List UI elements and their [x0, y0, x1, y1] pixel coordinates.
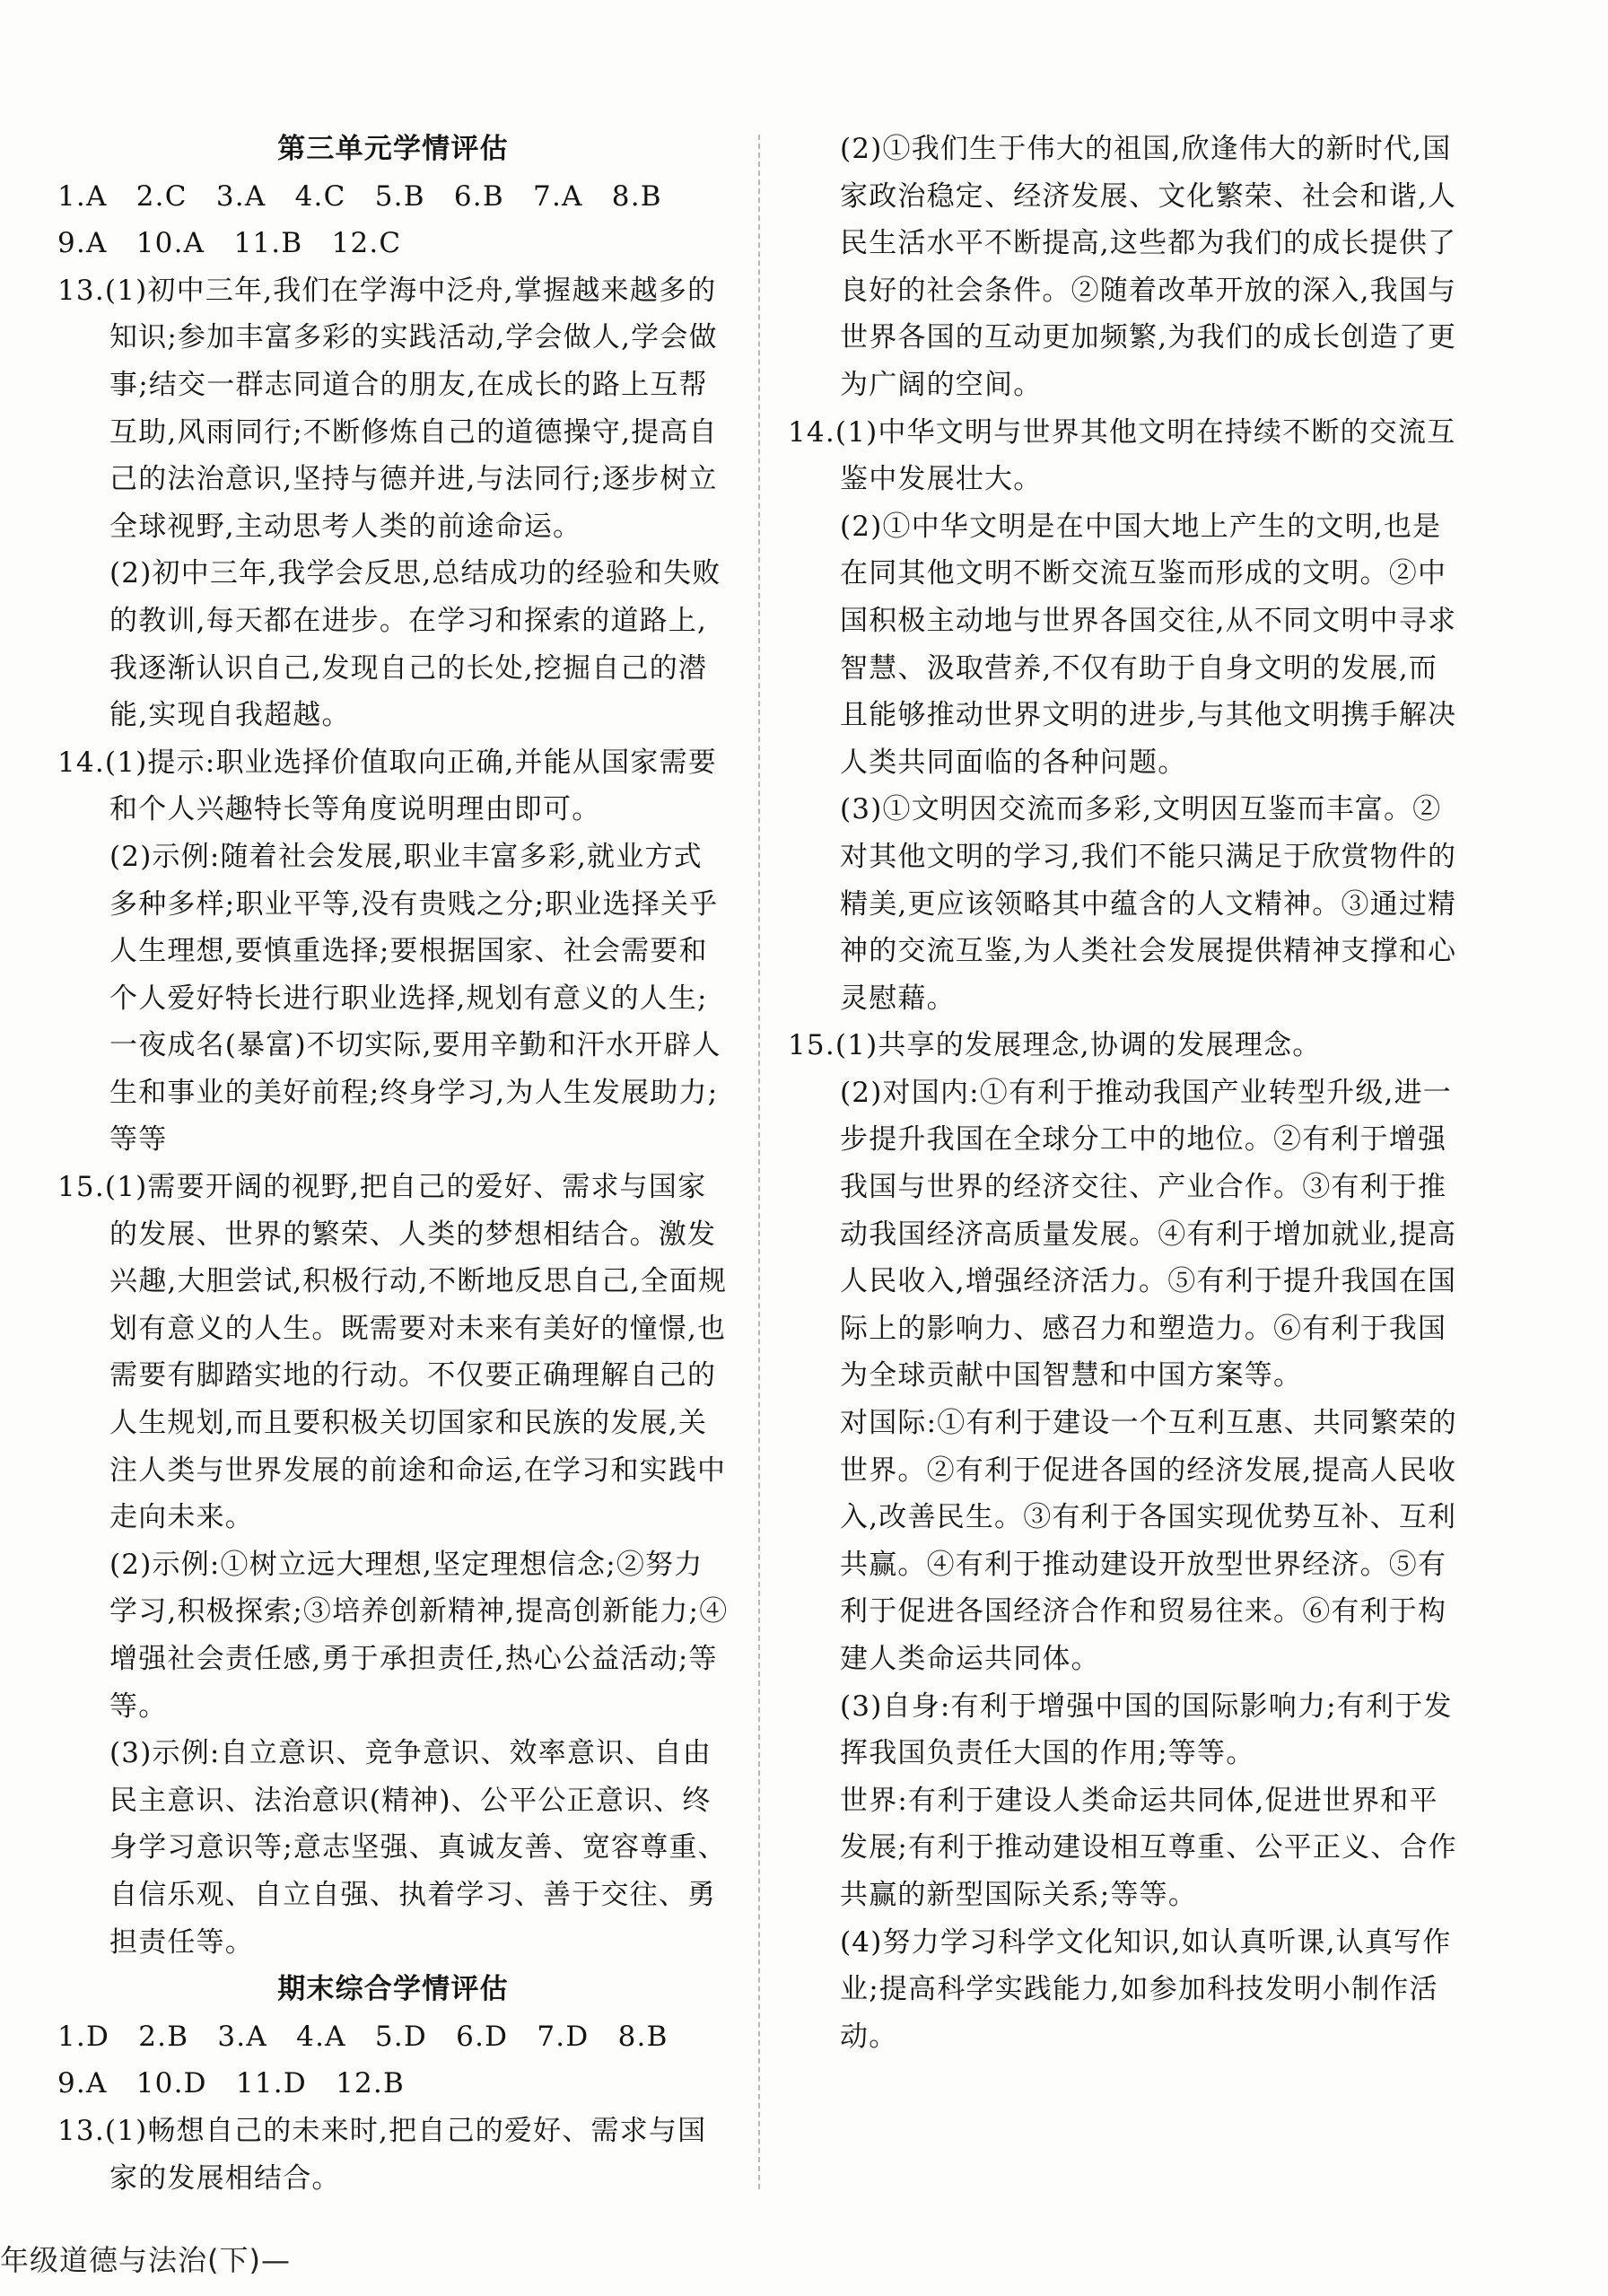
answer-paragraph: 14.(1)中华文明与世界其他文明在持续不断的交流互鉴中发展壮大。 — [788, 415, 1456, 496]
section-heading: 期末综合学情评估 — [277, 1973, 509, 2006]
answer-paragraph: 15.(1)共享的发展理念,协调的发展理念。 — [788, 1029, 1322, 1062]
answer-paragraph: 9.A 10.A 11.B 12.C — [57, 227, 402, 260]
answer-paragraph: (2)示例:随着社会发展,职业丰富多彩,就业方式多种多样;职业平等,没有贵贱之分;职业选择关乎人生理想,要慎重选择;要根据国家、社会需要和个人爱好特长进行职业选择,规划有意义的人生;一夜成名(暴富)不切实际,要用辛勤和汗水开辟人生和事业的美好前程;终身学习,为人生发展助力;等等 — [109, 840, 721, 1157]
page-footer: 年级道德与法治(下)— — [0, 2243, 291, 2277]
answer-paragraph: (2)初中三年,我学会反思,总结成功的经验和失败的教训,每天都在进步。在学习和探索的道路上,我逐渐认识自己,发现自己的长处,挖掘自己的潜能,实现自我超越。 — [109, 557, 721, 732]
answer-paragraph: 世界:有利于建设人类命运共同体,促进世界和平发展;有利于推动建设相互尊重、公平正义、合作共赢的新型国际关系;等等。 — [840, 1784, 1457, 1911]
column-divider — [758, 135, 760, 2189]
answer-paragraph: (2)①我们生于伟大的祖国,欣逢伟大的新时代,国家政治稳定、经济发展、文化繁荣、社会和谐,人民生活水平不断提高,这些都为我们的成长提供了良好的社会条件。②随着改革开放的深入,我国与世界各国的互动更加频繁,为我们的成长创造了更为广阔的空间。 — [840, 133, 1457, 401]
section-heading: 第三单元学情评估 — [277, 133, 509, 165]
left-column — [57, 126, 729, 2202]
answer-paragraph: 对国际:①有利于建设一个互利互惠、共同繁荣的世界。②有利于促进各国的经济发展,提高人民收入,改善民生。③有利于各国实现优势互补、互利共赢。④有利于推动建设开放型世界经济。⑤有利于促进各国经济合作和贸易往来。⑥有利于构建人类命运共同体。 — [840, 1407, 1457, 1675]
answer-paragraph: 13.(1)初中三年,我们在学海中泛舟,掌握越来越多的知识;参加丰富多彩的实践活动,学会做人,学会做事;结交一群志同道合的朋友,在成长的路上互帮互助,风雨同行;不断修炼自己的道德操守,提高自己的法治意识,坚持与德并进,与法同行;逐步树立全球视野,主动思考人类的前途命运。 — [57, 274, 718, 543]
answer-paragraph: 15.(1)需要开阔的视野,把自己的爱好、需求与国家的发展、世界的繁荣、人类的梦想相结合。激发兴趣,大胆尝试,积极行动,不断地反思自己,全面规划有意义的人生。既需要对未来有美好的憧憬,也需要有脚踏实地的行动。不仅要正确理解自己的人生规划,而且要积极关切国家和民族的发展,关注人类与世界发展的前途和命运,在学习和实践中走向未来。 — [57, 1171, 728, 1534]
answer-paragraph: 14.(1)提示:职业选择价值取向正确,并能从国家需要和个人兴趣特长等角度说明理由即可。 — [57, 746, 717, 826]
answer-paragraph: (4)努力学习科学文化知识,如认真听课,认真写作业;提高科学实践能力,如参加科技发明小制作活动。 — [840, 1925, 1452, 2053]
answer-paragraph: (2)①中华文明是在中国大地上产生的文明,也是在同其他文明不断交流互鉴而形成的文明。②中国积极主动地与世界各国交往,从不同文明中寻求智慧、汲取营养,不仅有助于自身文明的发展,而且能够推动世界文明的进步,与其他文明携手解决人类共同面临的各种问题。 — [840, 510, 1457, 779]
answer-paragraph: (3)自身:有利于增强中国的国际影响力;有利于发挥我国负责任大国的作用;等等。 — [840, 1689, 1453, 1770]
answer-paragraph: 13.(1)畅想自己的未来时,把自己的爱好、需求与国家的发展相结合。 — [57, 2114, 707, 2195]
answer-paragraph: (2)示例:①树立远大理想,坚定理想信念;②努力学习,积极探索;③培养创新精神,提高创新能力;④增强社会责任感,勇于承担责任,热心公益活动;等等。 — [109, 1548, 729, 1723]
answer-paragraph: (3)①文明因交流而多彩,文明因互鉴而丰富。②对其他文明的学习,我们不能只满足于欣赏物件的精美,更应该领略其中蕴含的人文精神。③通过精神的交流互鉴,为人类社会发展提供精神支撑和心灵慰藉。 — [840, 793, 1457, 1015]
answer-paragraph: 1.D 2.B 3.A 4.A 5.D 6.D 7.D 8.B — [57, 2020, 669, 2053]
answer-paragraph: 1.A 2.C 3.A 4.C 5.B 6.B 7.A 8.B — [57, 179, 662, 213]
answer-paragraph: 9.A 10.D 11.D 12.B — [57, 2067, 405, 2100]
answer-paragraph: (2)对国内:①有利于推动我国产业转型升级,进一步提升我国在全球分工中的地位。②有利于增强我国与世界的经济交往、产业合作。③有利于推动我国经济高质量发展。④有利于增加就业,提高人民收入,增强经济活力。⑤有利于提升我国在国际上的影响力、感召力和塑造力。⑥有利于我国为全球贡献中国智慧和中国方案等。 — [840, 1076, 1457, 1392]
answer-paragraph: (3)示例:自立意识、竞争意识、效率意识、自由民主意识、法治意识(精神)、公平公正意识、终身学习意识等;意志坚强、真诚友善、宽容尊重、自信乐观、自立自强、执着学习、善于交往、勇担责任等。 — [109, 1737, 727, 1959]
right-column — [788, 126, 1461, 2060]
